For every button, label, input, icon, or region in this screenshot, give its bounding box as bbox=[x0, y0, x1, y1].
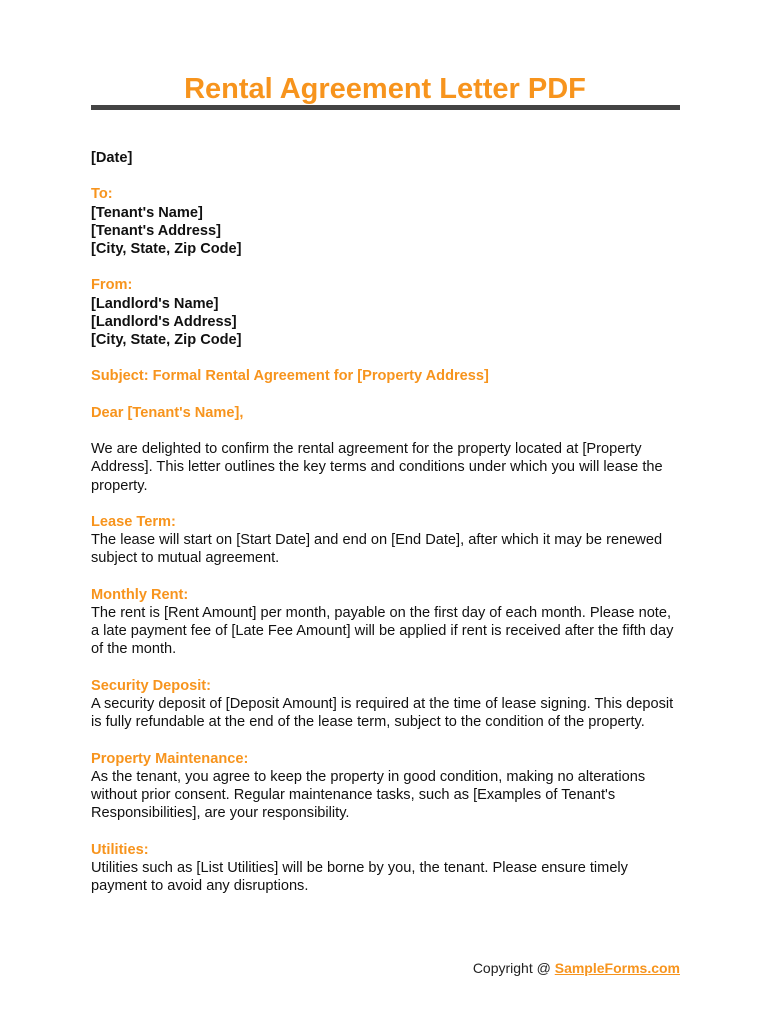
section-lease-term bbox=[91, 513, 681, 568]
recipient-name: [Tenant's Name] bbox=[91, 204, 203, 221]
title-divider bbox=[91, 105, 680, 110]
sender-label: From: bbox=[91, 277, 133, 294]
copyright-text: Copyright @ bbox=[472, 960, 555, 976]
sender-address: [Landlord's Address] bbox=[91, 313, 237, 330]
section-text: A security deposit of [Deposit Amount] is required at the time of lease signing. This deposit is fully refundable at the end of the lease term, subject to the condition of the property. bbox=[91, 695, 674, 731]
section-heading: Property Maintenance: bbox=[91, 750, 249, 767]
recipient-label: To: bbox=[91, 186, 113, 203]
salutation: Dear [Tenant's Name], bbox=[91, 404, 244, 421]
recipient-address: [Tenant's Address] bbox=[91, 222, 221, 239]
sender-block bbox=[91, 276, 681, 349]
section-monthly-rent bbox=[91, 586, 681, 659]
section-security-deposit bbox=[91, 677, 681, 732]
brand-link[interactable]: SampleForms.com bbox=[554, 960, 680, 976]
section-utilities bbox=[91, 841, 681, 896]
section-text: The rent is [Rent Amount] per month, payable on the first day of each month. Please note, a late payment fee of [Late Fee Amount] will be applied if rent is received after the fifth day of the month. bbox=[91, 604, 674, 658]
recipient-city: [City, State, Zip Code] bbox=[91, 241, 242, 257]
section-property-maintenance bbox=[91, 750, 681, 823]
sender-city: [City, State, Zip Code] bbox=[91, 332, 242, 348]
subject-line: Subject: Formal Rental Agreement for [Property Address] bbox=[91, 368, 489, 385]
footer bbox=[473, 958, 680, 978]
letter-date: [Date] bbox=[91, 150, 133, 166]
section-text: As the tenant, you agree to keep the property in good condition, making no alterations without prior consent. Regular maintenance tasks, such as [Examples of Tenant's Responsibilities], are your responsibility. bbox=[91, 768, 646, 822]
letter-body bbox=[91, 149, 681, 913]
section-heading: Security Deposit: bbox=[91, 677, 212, 694]
intro-paragraph: We are delighted to confirm the rental agreement for the property located at [Property Address]. This letter outlines the key terms and conditions under which you will lease the property. bbox=[91, 441, 663, 494]
section-text: The lease will start on [Start Date] and end on [End Date], after which it may be renewed subject to mutual agreement. bbox=[91, 532, 663, 567]
section-heading: Monthly Rent: bbox=[91, 586, 189, 603]
recipient-block bbox=[91, 185, 681, 258]
sender-name: [Landlord's Name] bbox=[91, 295, 219, 312]
section-heading: Utilities: bbox=[91, 841, 149, 858]
section-heading: Lease Term: bbox=[91, 513, 176, 530]
page-title: Rental Agreement Letter PDF bbox=[184, 73, 586, 105]
section-text: Utilities such as [List Utilities] will be borne by you, the tenant. Please ensure timely payment to avoid any disruptions. bbox=[91, 859, 628, 894]
